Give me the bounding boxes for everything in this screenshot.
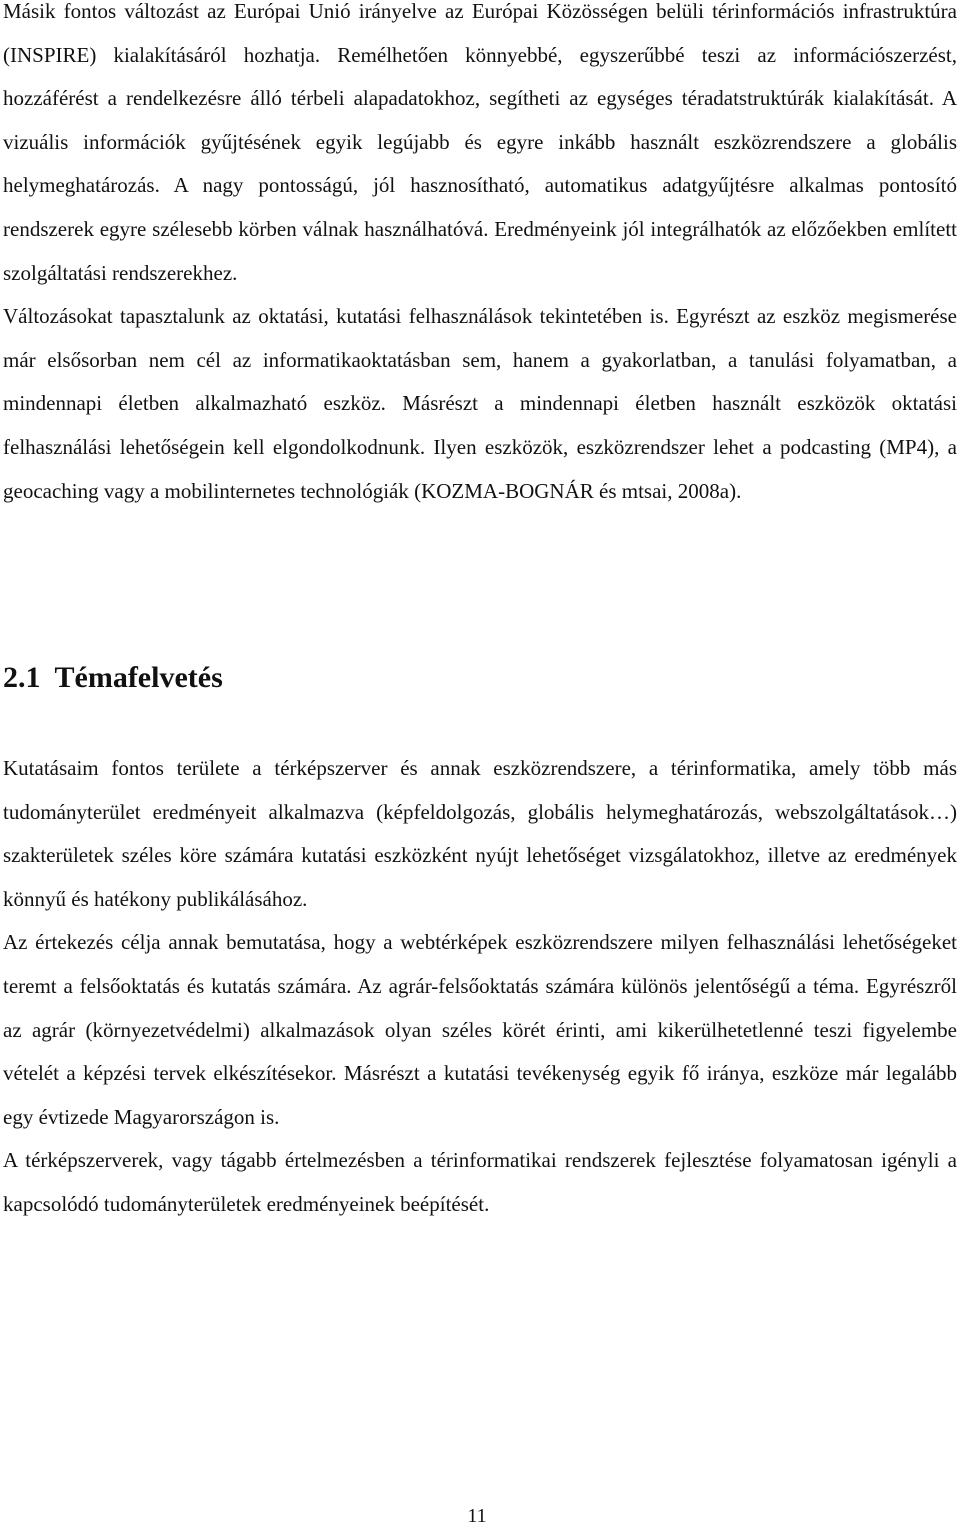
paragraph: Az értekezés célja annak bemutatása, hogy a webtérképek eszközrendszere milyen felhasználási lehetőségeket teremt a felsőoktatás és kutatás számára. Az agrár-felsőoktatás számára különös jelentőségű a téma. Egyrészről az agrár (környezetvédelmi) alkalmazások olyan széles körét érinti, ami kikerülhetetlenné teszi figyelembe vételét a képzési tervek elkészítésekor. Másrészt a kutatási tevékenység egyik fő iránya, eszköze már legalább egy évtizede Magyarországon is. <box>3 930 957 1129</box>
paragraph: Másik fontos változást az Európai Unió irányelve az Európai Közösségen belüli térinformációs infrastruktúra (INSPIRE) kialakításáról hozhatja. Remélhetően könnyebbé, egyszerűbbé teszi az információszerzést, hozzáférést a rendelkezésre álló térbeli alapadatokhoz, segítheti az egységes téradatstruktúrák kialakítását. A vizuális információk gyűjtésének egyik legújabb és egyre inkább használt eszközrendszere a globális helymeghatározás. A nagy pontosságú, jól hasznosítható, automatikus adatgyűjtésre alkalmas pontosító rendszerek egyre szélesebb körben válnak használhatóvá. Eredményeink jól integrálhatók az előzőekben említett szolgáltatási rendszerekhez. <box>3 0 957 285</box>
paragraph: A térképszerverek, vagy tágabb értelmezésben a térinformatikai rendszerek fejlesztése folyamatosan igényli a kapcsolódó tudományterületek eredményeinek beépítését. <box>3 1148 957 1216</box>
paragraph: Változásokat tapasztalunk az oktatási, kutatási felhasználások tekintetében is. Egyrészt az eszköz megismerése már elsősorban nem cél az informatikaoktatásban sem, hanem a gyakorlatban, a tanulási folyamatban, a mindennapi életben alkalmazható eszköz. Másrészt a mindennapi életben használt eszközök oktatási felhasználási lehetőségein kell elgondolkodnunk. Ilyen eszközök, eszközrendszer lehet a podcasting (MP4), a geocaching vagy a mobilinternetes technológiák (KOZMA-BOGNÁR és mtsai, 2008a). <box>3 304 957 503</box>
page-number: 11 <box>467 1505 487 1527</box>
section-heading <box>3 652 223 704</box>
paragraph: Kutatásaim fontos területe a térképszerver és annak eszközrendszere, a térinformatika, amely több más tudományterület eredményeit alkalmazva (képfeldolgozás, globális helymeghatározás, webszolgáltatások…) szakterületek széles köre számára kutatási eszközként nyújt lehetőséget vizsgálatokhoz, illetve az eredmények könnyű és hatékony publikálásához. <box>3 756 957 911</box>
body-text-section-intro <box>3 0 957 513</box>
body-text-section-temafelvetes <box>3 747 957 1227</box>
section-number: 2.1 <box>3 661 41 694</box>
section-title: Témafelvetés <box>54 661 223 694</box>
